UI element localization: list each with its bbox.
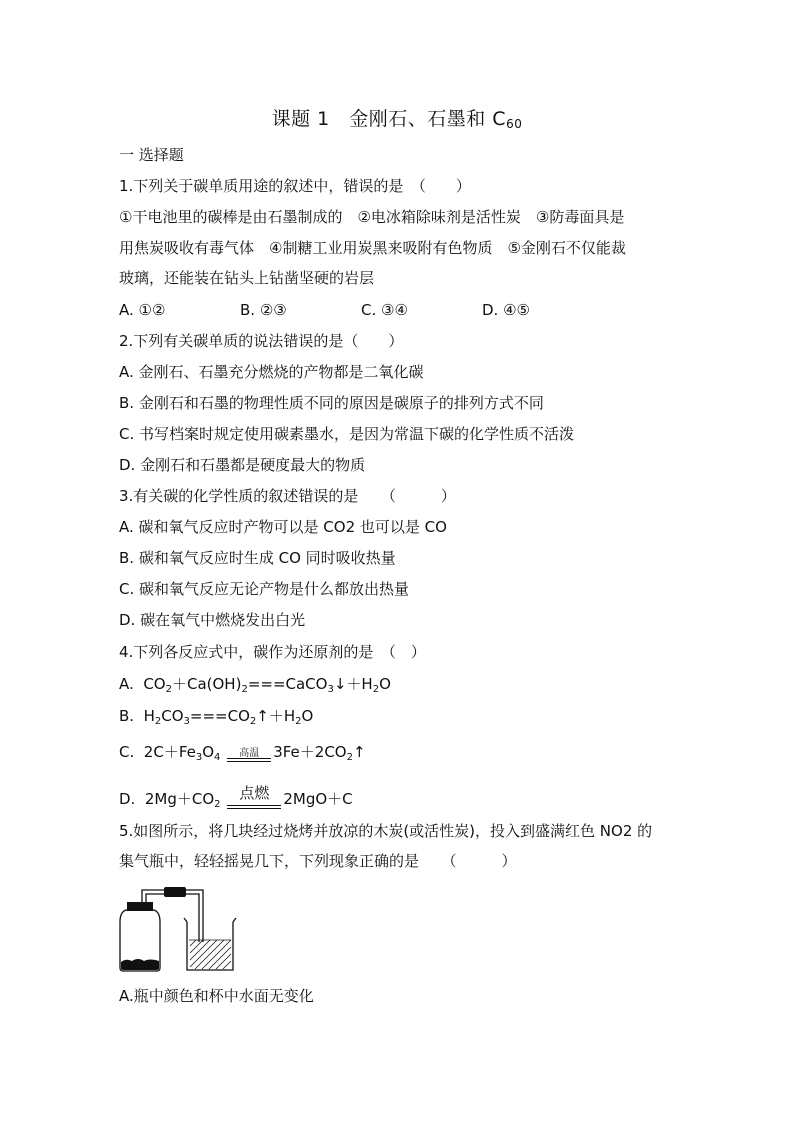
- formula-part: 2C＋Fe: [143, 743, 196, 761]
- q3-option-a: A. 碳和氧气反应时产物可以是 CO2 也可以是 CO: [119, 518, 447, 536]
- formula-part: H: [143, 707, 155, 725]
- gas-bottle-apparatus-figure: [112, 880, 242, 972]
- q4-b-label: B.: [119, 707, 135, 725]
- formula-part: 3Fe＋2CO: [273, 743, 347, 761]
- formula-sub: 2: [165, 684, 172, 695]
- title-text: 课题 1 金刚石、石墨和 C: [271, 108, 507, 130]
- formula-part: ↑: [352, 743, 366, 761]
- formula-part: ↑＋H: [256, 707, 296, 725]
- formula-part: 2MgO＋C: [283, 790, 353, 808]
- q4-stem: 4.下列各反应式中，碳作为还原剂的是 （ ）: [119, 643, 426, 661]
- q1-option-a: A. ①②: [119, 301, 166, 319]
- q4-option-b: [119, 706, 313, 732]
- formula-part: O: [202, 743, 215, 761]
- formula-sub: 2: [372, 684, 380, 695]
- q1-line-1: ①干电池里的碳棒是由石墨制成的 ②电冰箱除味剂是活性炭 ③防毒面具是: [119, 208, 625, 226]
- q3-option-c: C. 碳和氧气反应无论产物是什么都放出热量: [119, 580, 410, 598]
- formula-part: ↓＋H: [333, 675, 373, 693]
- q3-option-b: B. 碳和氧气反应时生成 CO 同时吸收热量: [119, 549, 396, 567]
- q4-option-d: [119, 784, 353, 815]
- q1-option-c: C. ③④: [361, 301, 408, 319]
- reaction-condition-text: 点燃: [239, 784, 270, 802]
- q1-option-d: D. ④⑤: [482, 301, 530, 319]
- q2-option-b: B. 金刚石和石墨的物理性质不同的原因是碳原子的排列方式不同: [119, 394, 544, 412]
- section-heading: 一 选择题: [119, 146, 184, 164]
- formula-sub: 2: [241, 684, 248, 695]
- q4-c-label: C.: [119, 743, 135, 761]
- q4-option-a: [119, 674, 391, 700]
- reaction-condition-text: 高温: [239, 748, 260, 759]
- formula-sub: 4: [214, 752, 221, 763]
- formula-sub: 2: [154, 716, 162, 727]
- q3-stem: 3.有关碳的化学性质的叙述错误的是 （ ）: [119, 487, 456, 505]
- q1-line-2: 用焦炭吸收有毒气体 ④制糖工业用炭黑来吸附有色物质 ⑤金刚石不仅能裁: [119, 239, 626, 257]
- q5-stem-line-2: 集气瓶中，轻轻摇晃几下，下列现象正确的是 （ ）: [119, 852, 517, 870]
- formula-sub: 3: [327, 684, 334, 695]
- formula-sub: 3: [195, 752, 203, 763]
- q4-a-label: A.: [119, 675, 134, 693]
- formula-sub: 3: [183, 716, 190, 727]
- reaction-condition-arrow: [227, 748, 271, 768]
- formula-sub: 2: [214, 799, 221, 810]
- page-title: [0, 104, 794, 131]
- q4-option-c: [119, 742, 366, 768]
- q1-line-3: 玻璃，还能装在钻头上钻凿坚硬的岩层: [119, 269, 375, 287]
- q2-option-d: D. 金刚石和石墨都是硬度最大的物质: [119, 456, 366, 474]
- q1-option-b: B. ②③: [240, 301, 287, 319]
- formula-part: CO: [161, 707, 184, 725]
- title-subscript: 60: [506, 117, 523, 131]
- formula-part: O: [301, 707, 314, 725]
- formula-part: CO: [143, 675, 166, 693]
- formula-sub: 2: [295, 716, 302, 727]
- reaction-condition-arrow: [227, 784, 281, 815]
- formula-part: ===CO: [189, 707, 250, 725]
- formula-part: ＋Ca(OH): [171, 675, 242, 693]
- q2-option-c: C. 书写档案时规定使用碳素墨水，是因为常温下碳的化学性质不活泼: [119, 425, 575, 443]
- formula-part: O: [379, 675, 391, 693]
- q2-stem: 2.下列有关碳单质的说法错误的是（ ）: [119, 332, 404, 350]
- q4-d-label: D.: [119, 790, 136, 808]
- q2-option-a: A. 金刚石、石墨充分燃烧的产物都是二氧化碳: [119, 363, 424, 381]
- q5-stem-line-1: 5.如图所示，将几块经过烧烤并放凉的木炭(或活性炭)，投入到盛满红色 NO2 的: [119, 822, 653, 840]
- formula-part: ===CaCO: [247, 675, 328, 693]
- formula-sub: 2: [249, 716, 257, 727]
- formula-sub: 2: [346, 752, 353, 763]
- q5-option-a: A.瓶中颜色和杯中水面无变化: [119, 987, 314, 1005]
- q3-option-d: D. 碳在氧气中燃烧发出白光: [119, 611, 306, 629]
- q1-stem: 1.下列关于碳单质用途的叙述中，错误的是 （ ）: [119, 177, 471, 195]
- formula-part: 2Mg＋CO: [144, 790, 215, 808]
